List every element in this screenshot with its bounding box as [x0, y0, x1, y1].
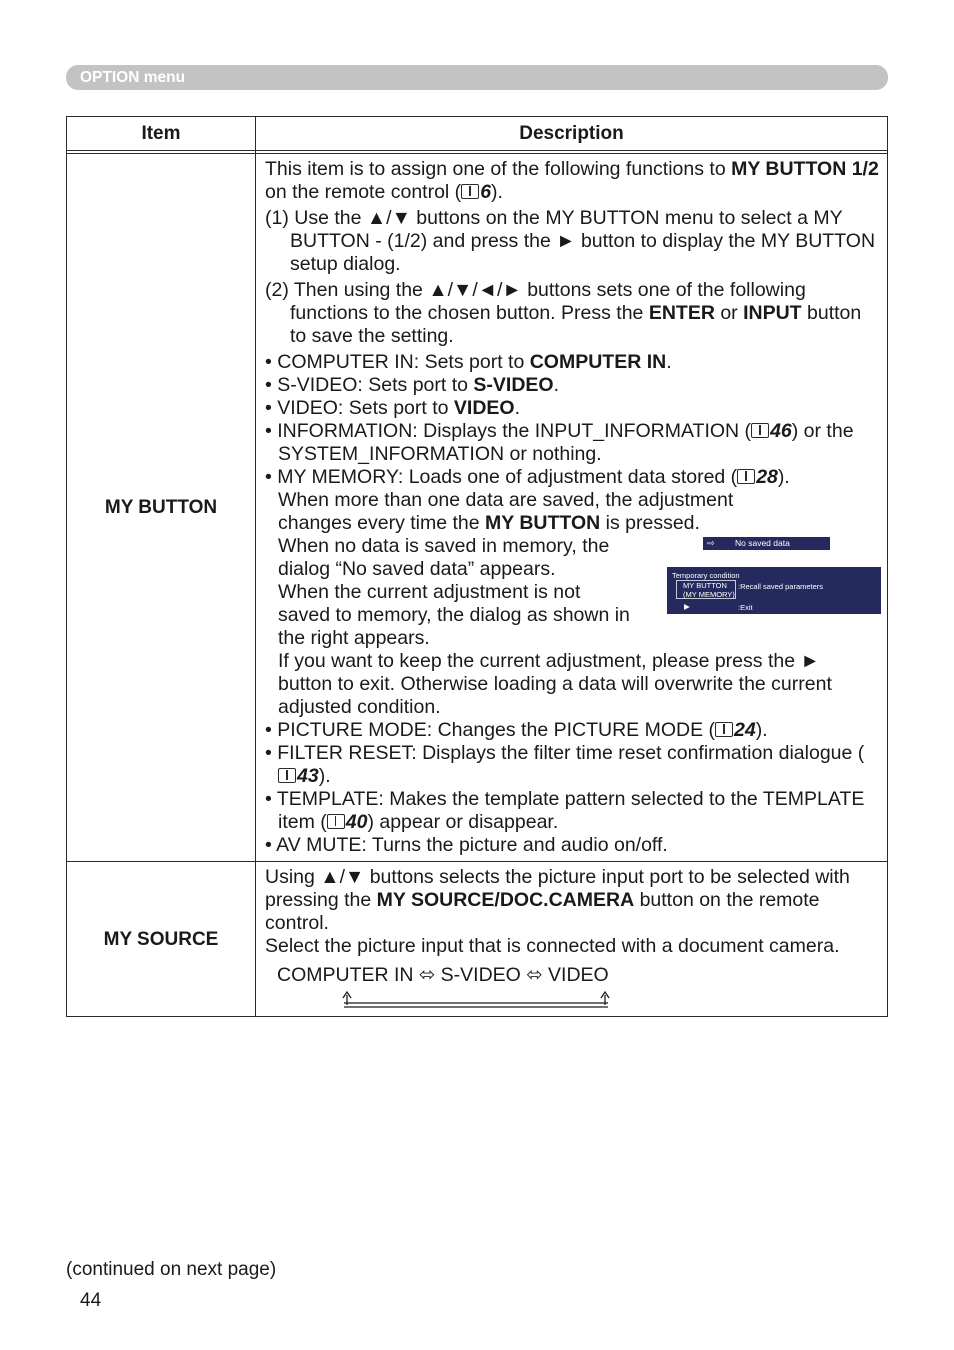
header-item: Item	[67, 117, 256, 151]
bullet-video: • VIDEO: Sets port to VIDEO.	[265, 397, 521, 419]
desc-my-source	[256, 862, 888, 1017]
my-source-doc-camera: Select the picture input that is connected with a document camera.	[265, 935, 840, 957]
no-saved-data-dialog: ⇨ No saved data	[703, 537, 830, 550]
bullet-my-memory: • MY MEMORY: Loads one of adjustment data stored ( 28). When more than one data are saved, the adjustment changes every time the MY BUTTON is pressed. When no data is saved in memory, the dialog “No saved data” appears. When the current adjustment is not saved to memory, the dialog as shown in the right appears. ⇨ No saved data Temporary condition MY BUTTON (MY MEMORY) :Recall saved parameters ▶ :Exit If you want to keep the current adjustment, please press the ► button to exit. Otherwise loading a data will overwrite the current adjusted condition.	[265, 466, 879, 719]
option-table	[66, 116, 888, 1017]
row-my-button	[67, 154, 888, 862]
arrow-right-icon: ⇨	[707, 538, 715, 548]
book-icon	[278, 768, 296, 783]
table-header-row	[67, 117, 888, 151]
intro-text: This item is to assign one of the following functions to MY BUTTON 1/2 on the remote control ( 6).	[265, 158, 879, 203]
bullet-template: • TEMPLATE: Makes the template pattern selected to the TEMPLATE item ( 40) appear or disappear.	[265, 788, 865, 833]
header-description: Description	[256, 117, 888, 151]
desc-my-button	[256, 154, 888, 862]
bullet-s-video: • S-VIDEO: Sets port to S-VIDEO.	[265, 374, 560, 396]
bullet-picture-mode: • PICTURE MODE: Changes the PICTURE MODE ( 24).	[265, 719, 768, 741]
book-icon	[461, 184, 479, 199]
continued-note: (continued on next page)	[66, 1259, 277, 1280]
step-2: (2) Then using the ▲/▼/◄/► buttons sets one of the following functions to the chosen button. Press the ENTER or INPUT button to save the setting.	[265, 279, 862, 347]
page-ref: 46	[751, 420, 792, 442]
item-my-button: MY BUTTON	[67, 154, 256, 862]
bullet-av-mute: • AV MUTE: Turns the picture and audio on/off.	[265, 834, 668, 856]
bullet-filter-reset: • FILTER RESET: Displays the filter time reset confirmation dialogue (43).	[265, 742, 865, 787]
section-title: OPTION menu	[80, 69, 186, 86]
loop-arrow-icon	[341, 989, 611, 1009]
my-source-text: Using ▲/▼ buttons selects the picture input port to be selected with pressing the MY SOURCE/DOC.CAMERA button on the remote control.	[265, 866, 850, 934]
source-cycle	[265, 964, 879, 1012]
page-number: 44	[80, 1290, 102, 1311]
row-my-source	[67, 862, 888, 1017]
page-ref: 40	[327, 811, 368, 833]
section-header-bar	[66, 65, 888, 90]
page-ref: 28	[737, 466, 778, 488]
play-arrow-icon: ▶	[684, 602, 690, 611]
source-cycle-text: COMPUTER IN ⬄ S-VIDEO ⬄ VIDEO	[277, 964, 609, 986]
book-icon	[327, 814, 345, 829]
page-ref: 24	[715, 719, 756, 741]
bullet-information: • INFORMATION: Displays the INPUT_INFORMATION ( 46) or the SYSTEM_INFORMATION or nothing.	[265, 420, 854, 465]
temporary-condition-dialog: Temporary condition MY BUTTON (MY MEMORY) :Recall saved parameters ▶ :Exit	[667, 567, 881, 614]
item-my-source: MY SOURCE	[67, 862, 256, 1017]
page-ref: 6	[461, 181, 491, 203]
book-icon	[737, 469, 755, 484]
bullet-computer-in: • COMPUTER IN: Sets port to COMPUTER IN.	[265, 351, 672, 373]
step-1: (1) Use the ▲/▼ buttons on the MY BUTTON menu to select a MY BUTTON - (1/2) and press the ► button to display the MY BUTTON setup dialog.	[265, 207, 876, 275]
book-icon	[751, 423, 769, 438]
page-ref: 43	[278, 765, 319, 787]
book-icon	[715, 722, 733, 737]
